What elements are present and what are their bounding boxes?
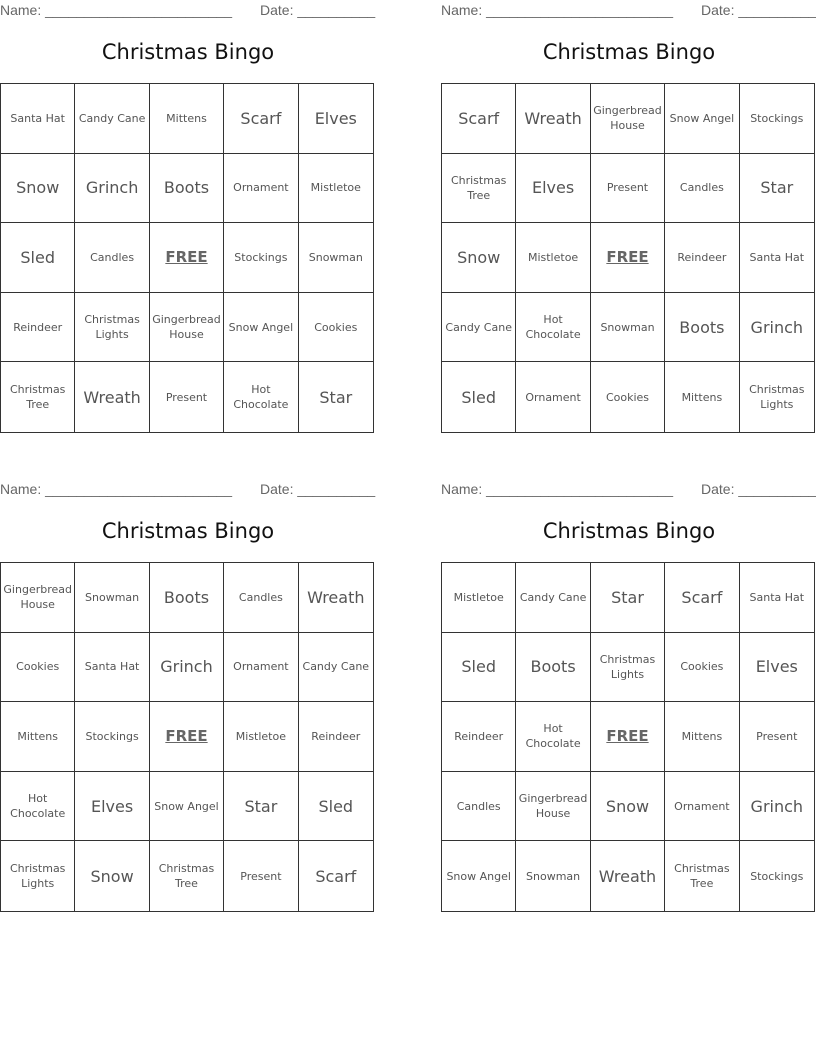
bingo-cell: Mittens [665, 362, 739, 432]
bingo-cell: Mittens [1, 702, 75, 772]
bingo-grid [0, 562, 374, 912]
bingo-cell: Cookies [1, 633, 75, 703]
bingo-cell: Boots [150, 563, 224, 633]
bingo-card [441, 0, 816, 440]
bingo-cell: Cookies [299, 293, 373, 363]
bingo-cell: Cookies [665, 633, 739, 703]
bingo-cell: Gingerbread House [591, 84, 665, 154]
bingo-cell: Grinch [740, 293, 814, 363]
bingo-grid [441, 83, 815, 433]
bingo-cell: Snow [75, 841, 149, 911]
bingo-cell: Grinch [75, 154, 149, 224]
bingo-cell: Snow Angel [150, 772, 224, 842]
bingo-cell: Sled [442, 362, 516, 432]
bingo-cell: Candles [665, 154, 739, 224]
card-title: Christmas Bingo [542, 519, 716, 543]
bingo-cell: Sled [442, 633, 516, 703]
bingo-cell: Scarf [224, 84, 298, 154]
bingo-cell: Snow Angel [665, 84, 739, 154]
bingo-cell: Scarf [315, 866, 357, 886]
bingo-cell: Present [150, 362, 224, 432]
bingo-cell: Christmas Tree [442, 154, 516, 224]
bingo-cell: Sled [1, 223, 75, 293]
bingo-cell: Snow Angel [442, 841, 516, 911]
bingo-cell: Ornament [224, 633, 298, 703]
bingo-cell: Elves [740, 633, 814, 703]
card-title: Christmas Bingo [101, 519, 275, 543]
bingo-cell: Mittens [665, 702, 739, 772]
bingo-cell: Present [740, 702, 814, 772]
bingo-cell: Present [591, 154, 665, 224]
date-field-label: Date: __________ [701, 2, 816, 18]
bingo-cell: Scarf [665, 563, 739, 633]
bingo-cell: Ornament [516, 362, 590, 432]
bingo-cell: Gingerbread House [150, 293, 224, 363]
bingo-cell: Reindeer [299, 702, 373, 772]
date-field-label: Date: __________ [260, 2, 376, 18]
card-title: Christmas Bingo [101, 40, 275, 64]
bingo-cell: Mistletoe [224, 702, 298, 772]
bingo-cell: Mistletoe [442, 563, 516, 633]
name-field-label: Name: ________________________ [441, 2, 673, 18]
card-header [441, 479, 816, 501]
bingo-cell: Reindeer [442, 702, 516, 772]
bingo-cell: Hot Chocolate [224, 362, 298, 432]
bingo-cell: Santa Hat [740, 223, 814, 293]
bingo-cell: Snowman [516, 841, 590, 911]
bingo-cell: Hot Chocolate [516, 293, 590, 363]
bingo-cell: Star [740, 154, 814, 224]
bingo-cell: Candy Cane [442, 293, 516, 363]
bingo-cell: Christmas Lights [749, 383, 805, 412]
bingo-cell: Ornament [665, 772, 739, 842]
bingo-cell: Wreath [75, 362, 149, 432]
bingo-cell: Grinch [740, 772, 814, 842]
bingo-cell: Stockings [224, 223, 298, 293]
bingo-cell: Snowman [591, 293, 665, 363]
date-field-label: Date: __________ [701, 481, 816, 497]
bingo-cell: Mittens [150, 84, 224, 154]
bingo-cell: Star [319, 387, 353, 407]
bingo-card [0, 0, 376, 440]
bingo-cell: Stockings [740, 84, 814, 154]
bingo-cell: Christmas Lights [591, 633, 665, 703]
bingo-cell: Snow [1, 154, 75, 224]
bingo-cell: Santa Hat [75, 633, 149, 703]
bingo-cell: Elves [299, 84, 373, 154]
bingo-cell: Hot Chocolate [516, 702, 590, 772]
card-header [441, 0, 816, 22]
name-field-label: Name: ________________________ [441, 481, 673, 497]
bingo-cell: Candy Cane [516, 563, 590, 633]
date-field-label: Date: __________ [260, 481, 376, 497]
free-space-cell: FREE [591, 223, 665, 293]
bingo-cell: Snow [591, 772, 665, 842]
name-field-label: Name: ________________________ [0, 481, 232, 497]
bingo-cell: Hot Chocolate [1, 772, 75, 842]
bingo-cell: Boots [150, 154, 224, 224]
bingo-cell: Stockings [75, 702, 149, 772]
bingo-cell: Candy Cane [299, 633, 373, 703]
name-field-label: Name: ________________________ [0, 2, 232, 18]
bingo-cell: Mistletoe [516, 223, 590, 293]
bingo-cell: Elves [75, 772, 149, 842]
free-space-cell: FREE [150, 223, 224, 293]
bingo-cell: Boots [665, 293, 739, 363]
bingo-cell: Santa Hat [740, 563, 814, 633]
bingo-cell: Christmas Lights [1, 841, 75, 911]
bingo-cell: Christmas Tree [150, 841, 224, 911]
bingo-cell: Snowman [75, 563, 149, 633]
bingo-cell: Wreath [299, 563, 373, 633]
free-space-cell: FREE [591, 702, 665, 772]
bingo-cell: Star [591, 563, 665, 633]
bingo-cell: Santa Hat [1, 84, 75, 154]
bingo-cell: Ornament [224, 154, 298, 224]
bingo-cell: Christmas Tree [665, 841, 739, 911]
bingo-cell: Star [224, 772, 298, 842]
bingo-cell: Christmas Lights [75, 293, 149, 363]
bingo-card [441, 479, 816, 919]
bingo-cell: Gingerbread House [1, 563, 75, 633]
free-space-cell: FREE [150, 702, 224, 772]
bingo-card [0, 479, 376, 919]
card-header [0, 479, 376, 501]
bingo-cell: Scarf [442, 84, 516, 154]
bingo-cell: Sled [299, 772, 373, 842]
bingo-cell: Mistletoe [299, 154, 373, 224]
bingo-cell: Christmas Tree [1, 362, 75, 432]
card-title: Christmas Bingo [542, 40, 716, 64]
bingo-cell: Gingerbread House [516, 772, 590, 842]
bingo-cell: Candles [224, 563, 298, 633]
bingo-cell: Present [224, 841, 298, 911]
bingo-cell: Snowman [299, 223, 373, 293]
bingo-cell: Wreath [591, 841, 665, 911]
bingo-cell: Snow [442, 223, 516, 293]
bingo-cell: Reindeer [1, 293, 75, 363]
bingo-cell: Stockings [750, 869, 804, 883]
bingo-grid [441, 562, 815, 912]
bingo-cell: Candy Cane [75, 84, 149, 154]
card-header [0, 0, 376, 22]
bingo-cell: Cookies [591, 362, 665, 432]
bingo-cell: Reindeer [665, 223, 739, 293]
bingo-cell: Candles [442, 772, 516, 842]
bingo-grid [0, 83, 374, 433]
bingo-cell: Wreath [516, 84, 590, 154]
bingo-cell: Elves [516, 154, 590, 224]
bingo-cell: Boots [516, 633, 590, 703]
bingo-cell: Snow Angel [224, 293, 298, 363]
bingo-cell: Candles [75, 223, 149, 293]
bingo-cell: Grinch [150, 633, 224, 703]
